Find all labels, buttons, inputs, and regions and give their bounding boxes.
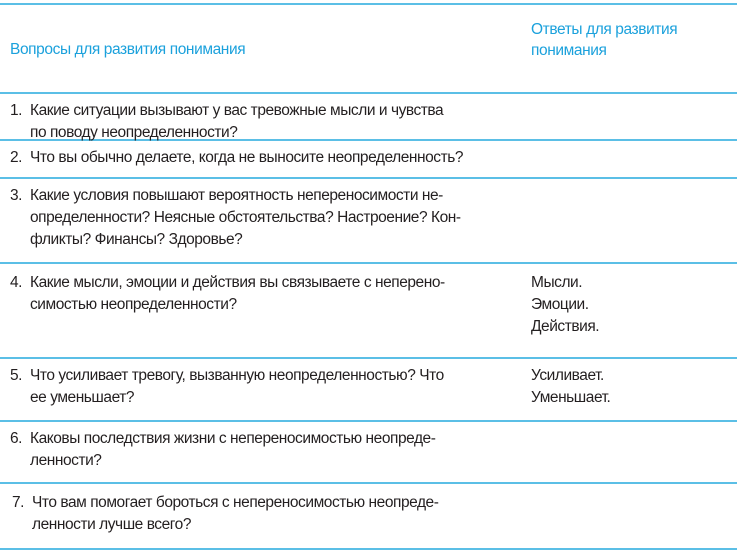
question-number: 5. <box>10 367 23 384</box>
question-line: определенности? Неясные обстоятельства? Настроение? Кон- <box>30 209 461 226</box>
question-line: Что вам помогает бороться с непереносимостью неопреде- <box>32 494 439 511</box>
answer-prompt: Усиливает. <box>531 367 604 384</box>
question-text <box>10 365 510 409</box>
table-row <box>0 141 737 179</box>
table-row <box>0 359 737 422</box>
table-row <box>0 179 737 264</box>
question-number: 6. <box>10 430 23 447</box>
table-header <box>0 5 737 94</box>
answer-prompt: Мысли. <box>531 274 583 291</box>
table-row <box>0 264 737 359</box>
question-number: 7. <box>12 494 25 511</box>
question-line: Что усиливает тревогу, вызванную неопределенностью? Что <box>30 367 444 384</box>
question-line: Какие условия повышают вероятность непереносимости не- <box>30 187 443 204</box>
answer-prompt: Эмоции. <box>531 296 589 313</box>
question-line: фликты? Финансы? Здоровье? <box>30 231 243 248</box>
questions-column-header: Вопросы для развития понимания <box>10 41 246 58</box>
question-line: Что вы обычно делаете, когда не выносите неопределенность? <box>30 149 464 166</box>
answer-prompt: Действия. <box>531 318 600 335</box>
question-line: по поводу неопределенности? <box>30 124 238 141</box>
question-number: 4. <box>10 274 23 291</box>
answer-prompts <box>531 272 599 338</box>
question-line: Каковы последствия жизни с непереносимостью неопреде- <box>30 430 436 447</box>
question-line: ленности? <box>30 452 102 469</box>
question-line: Какие мысли, эмоции и действия вы связываете с неперено- <box>30 274 445 291</box>
question-number: 2. <box>10 149 23 166</box>
questions-table <box>0 3 737 550</box>
table-row <box>0 484 737 550</box>
question-line: ее уменьшает? <box>30 389 135 406</box>
question-text <box>10 100 510 144</box>
question-number: 1. <box>10 102 23 119</box>
answer-prompt: Уменьшает. <box>531 389 611 406</box>
table-row <box>0 422 737 484</box>
question-text <box>10 272 510 316</box>
question-line: ленности лучше всего? <box>32 516 191 533</box>
question-text <box>10 185 510 251</box>
question-text <box>12 492 512 536</box>
question-text <box>10 147 510 169</box>
answers-column-header: Ответы для развития понимания <box>531 21 678 59</box>
question-line: симостью неопределенности? <box>30 296 237 313</box>
table-row <box>0 94 737 141</box>
question-number: 3. <box>10 187 23 204</box>
answer-prompts <box>531 365 610 409</box>
question-line: Какие ситуации вызывают у вас тревожные мысли и чувства <box>30 102 444 119</box>
question-text <box>10 428 510 472</box>
